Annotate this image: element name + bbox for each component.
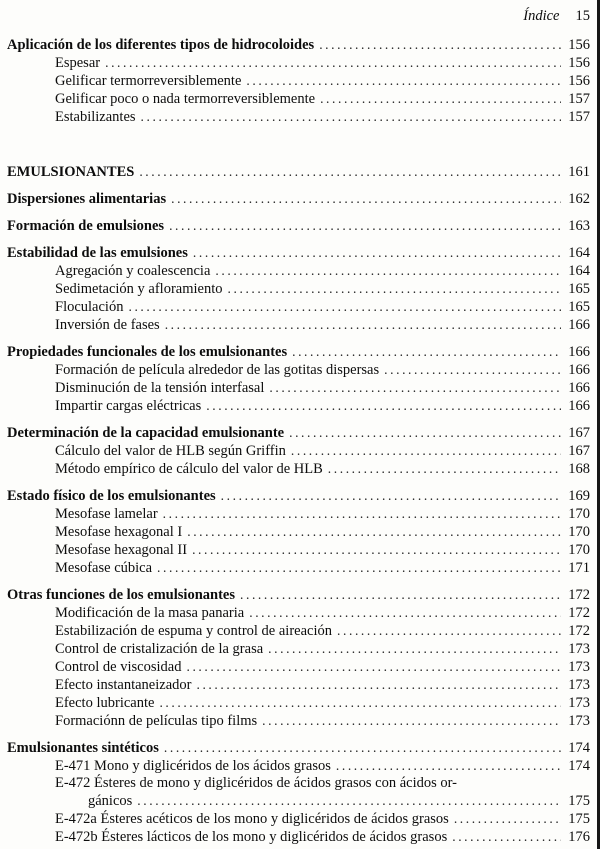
toc-entry	[7, 190, 592, 208]
toc-entry	[7, 622, 592, 640]
toc-entry-page: 162	[568, 191, 590, 207]
toc-entry-label: Método empírico de cálculo del valor de HLB	[55, 461, 323, 477]
toc-entry-page: 157	[568, 91, 590, 107]
toc-entry-page: 169	[568, 488, 590, 504]
toc-entry-page: 156	[568, 37, 590, 53]
toc-entry-page: 156	[568, 55, 590, 71]
toc-entry-label: Mesofase cúbica	[55, 560, 153, 576]
dot-leader	[186, 658, 561, 676]
toc-entries	[7, 36, 592, 846]
toc-entry-page: 168	[568, 461, 590, 477]
toc-entry	[7, 217, 592, 235]
toc-entry-label: Gelificar poco o nada termorreversiblemente	[55, 91, 316, 107]
toc-entry-page: 165	[568, 299, 590, 315]
toc-entry	[7, 72, 592, 90]
toc-entry	[7, 54, 592, 72]
dot-leader	[159, 694, 561, 712]
dot-leader	[105, 54, 561, 72]
toc-entry	[7, 541, 592, 559]
toc-entry-page: 175	[568, 793, 590, 809]
toc-entry-label: E-471 Mono y diglicéridos de los ácidos grasos	[55, 758, 331, 774]
toc-entry-label: Efecto lubricante	[55, 695, 155, 711]
toc-entry-page: 156	[568, 73, 590, 89]
dot-leader	[171, 190, 561, 208]
toc-entry-label: Estabilidad de las emulsiones	[7, 245, 188, 261]
toc-entry-label: Control de cristalización de la grasa	[55, 641, 264, 657]
dot-leader	[384, 361, 561, 379]
dot-leader	[196, 676, 561, 694]
toc-entry-page: 161	[568, 164, 590, 180]
dot-leader	[336, 757, 561, 775]
toc-entry	[7, 757, 592, 775]
toc-entry-page: 173	[568, 677, 590, 693]
dot-leader	[246, 72, 561, 90]
toc-entry-page: 170	[568, 524, 590, 540]
toc-entry-label: Estabilización de espuma y control de aireación	[55, 623, 333, 639]
toc-entry-label: E-472b Ésteres lácticos de los mono y diglicéridos de ácidos grasos	[55, 829, 448, 845]
toc-entry-label: Estabilizantes	[55, 109, 136, 125]
toc-entry-page: 166	[568, 344, 590, 360]
toc-entry-page: 166	[568, 362, 590, 378]
dot-leader	[249, 604, 561, 622]
dot-leader	[262, 712, 561, 730]
toc-entry	[7, 559, 592, 577]
toc-entry	[7, 361, 592, 379]
toc-entry-page: 172	[568, 605, 590, 621]
dot-leader	[268, 640, 561, 658]
dot-leader	[215, 262, 561, 280]
toc-entry-page: 164	[568, 245, 590, 261]
dot-leader	[454, 810, 561, 828]
dot-leader	[291, 442, 561, 460]
toc-entry-page: 157	[568, 109, 590, 125]
toc-entry-label: Propiedades funcionales de los emulsionantes	[7, 344, 288, 360]
dot-leader	[319, 36, 561, 54]
dot-leader	[164, 739, 561, 757]
toc-entry	[7, 280, 592, 298]
toc-entry-label: Cálculo del valor de HLB según Griffin	[55, 443, 286, 459]
dot-leader	[165, 316, 561, 334]
toc-entry	[7, 694, 592, 712]
toc-entry-label: Dispersiones alimentarias	[7, 191, 167, 207]
toc-entry	[7, 487, 592, 505]
header-index-title: Índice	[523, 8, 560, 24]
toc-entry-label: Mesofase hexagonal II	[55, 542, 188, 558]
toc-entry	[7, 397, 592, 415]
dot-leader	[193, 244, 561, 262]
toc-entry-label: E-472 Ésteres de mono y diglicéridos de ácidos grasos con ácidos or-	[55, 775, 457, 791]
header-page-number: 15	[575, 8, 590, 24]
toc-entry-label: Modificación de la masa panaria	[55, 605, 245, 621]
toc-entry-page: 174	[568, 758, 590, 774]
dot-leader	[292, 343, 561, 361]
dot-leader	[228, 280, 561, 298]
toc-entry	[7, 298, 592, 316]
toc-entry-label: E-472a Ésteres acéticos de los mono y diglicéridos de ácidos grasos	[55, 811, 449, 827]
toc-entry	[7, 828, 592, 846]
dot-leader	[169, 217, 561, 235]
toc-entry-page: 165	[568, 281, 590, 297]
dot-leader	[337, 622, 561, 640]
toc-entry-label: Control de viscosidad	[55, 659, 182, 675]
toc-entry	[7, 442, 592, 460]
dot-leader	[221, 487, 561, 505]
toc-entry-label: Formación de emulsiones	[7, 218, 165, 234]
toc-entry-page: 171	[568, 560, 590, 576]
toc-entry	[7, 523, 592, 541]
toc-entry-page: 173	[568, 659, 590, 675]
toc-entry-page: 170	[568, 542, 590, 558]
toc-entry	[7, 792, 592, 810]
toc-entry	[7, 316, 592, 334]
toc-entry	[7, 343, 592, 361]
toc-entry-page: 174	[568, 740, 590, 756]
toc-entry	[7, 810, 592, 828]
toc-entry-page: 163	[568, 218, 590, 234]
dot-leader	[137, 792, 561, 810]
toc-entry-label: Impartir cargas eléctricas	[55, 398, 202, 414]
toc-entry-label: Mesofase lamelar	[55, 506, 158, 522]
toc-entry-page: 166	[568, 380, 590, 396]
toc-entry-page: 176	[568, 829, 590, 845]
toc-entry-page: 166	[568, 398, 590, 414]
dot-leader	[141, 108, 561, 126]
toc-entry-label: EMULSIONANTES	[7, 164, 135, 180]
toc-entry-label: Inversión de fases	[55, 317, 160, 333]
dot-leader	[128, 298, 561, 316]
toc-entry-page: 172	[568, 623, 590, 639]
toc-entry-label: Determinación de la capacidad emulsionante	[7, 425, 285, 441]
toc-entry-page: 175	[568, 811, 590, 827]
toc-entry	[7, 163, 592, 181]
dot-leader	[157, 559, 561, 577]
toc-entry-label: Sedimetación y afloramiento	[55, 281, 223, 297]
toc-entry	[7, 379, 592, 397]
toc-entry	[7, 676, 592, 694]
toc-entry-label: Floculación	[55, 299, 124, 315]
toc-entry-page: 172	[568, 587, 590, 603]
toc-entry-page: 173	[568, 641, 590, 657]
toc-entry	[7, 775, 592, 792]
dot-leader	[163, 505, 561, 523]
dot-leader	[139, 163, 561, 181]
toc-entry-page: 173	[568, 695, 590, 711]
toc-entry-label: Estado físico de los emulsionantes	[7, 488, 216, 504]
dot-leader	[328, 460, 561, 478]
toc-entry	[7, 712, 592, 730]
dot-leader	[192, 541, 561, 559]
toc-entry	[7, 244, 592, 262]
dot-leader	[320, 90, 561, 108]
toc-entry	[7, 424, 592, 442]
toc-entry-page: 166	[568, 317, 590, 333]
toc-entry	[7, 658, 592, 676]
toc-entry-label: Mesofase hexagonal I	[55, 524, 183, 540]
toc-entry-label: Emulsionantes sintéticos	[7, 740, 159, 756]
toc-entry-page: 170	[568, 506, 590, 522]
dot-leader	[206, 397, 561, 415]
page-header	[7, 8, 592, 25]
toc-entry-label: Formaciónn de películas tipo films	[55, 713, 258, 729]
toc-entry	[7, 505, 592, 523]
toc-entry-label: Espesar	[55, 55, 101, 71]
dot-leader	[187, 523, 561, 541]
toc-entry-label: Efecto instantaneizador	[55, 677, 192, 693]
toc-entry-label: Otras funciones de los emulsionantes	[7, 587, 235, 603]
toc-entry	[7, 90, 592, 108]
toc-entry-label: Agregación y coalescencia	[55, 263, 211, 279]
toc-entry	[7, 739, 592, 757]
toc-entry-page: 173	[568, 713, 590, 729]
dot-leader	[269, 379, 561, 397]
toc-entry	[7, 108, 592, 126]
dot-leader	[452, 828, 561, 846]
toc-entry-label: Formación de película alrededor de las gotitas dispersas	[55, 362, 380, 378]
toc-entry	[7, 262, 592, 280]
toc-entry	[7, 460, 592, 478]
toc-entry-page: 167	[568, 425, 590, 441]
toc-entry	[7, 586, 592, 604]
toc-entry-label: Disminución de la tensión interfasal	[55, 380, 265, 396]
toc-entry-label: gánicos	[88, 793, 133, 809]
toc-entry-label: Aplicación de los diferentes tipos de hidrocoloides	[7, 37, 315, 53]
toc-entry	[7, 640, 592, 658]
toc-entry-label: Gelificar termorreversiblemente	[55, 73, 242, 89]
toc-entry-page: 167	[568, 443, 590, 459]
toc-entry-page: 164	[568, 263, 590, 279]
toc-entry	[7, 604, 592, 622]
toc-entry	[7, 36, 592, 54]
dot-leader	[289, 424, 561, 442]
dot-leader	[240, 586, 561, 604]
